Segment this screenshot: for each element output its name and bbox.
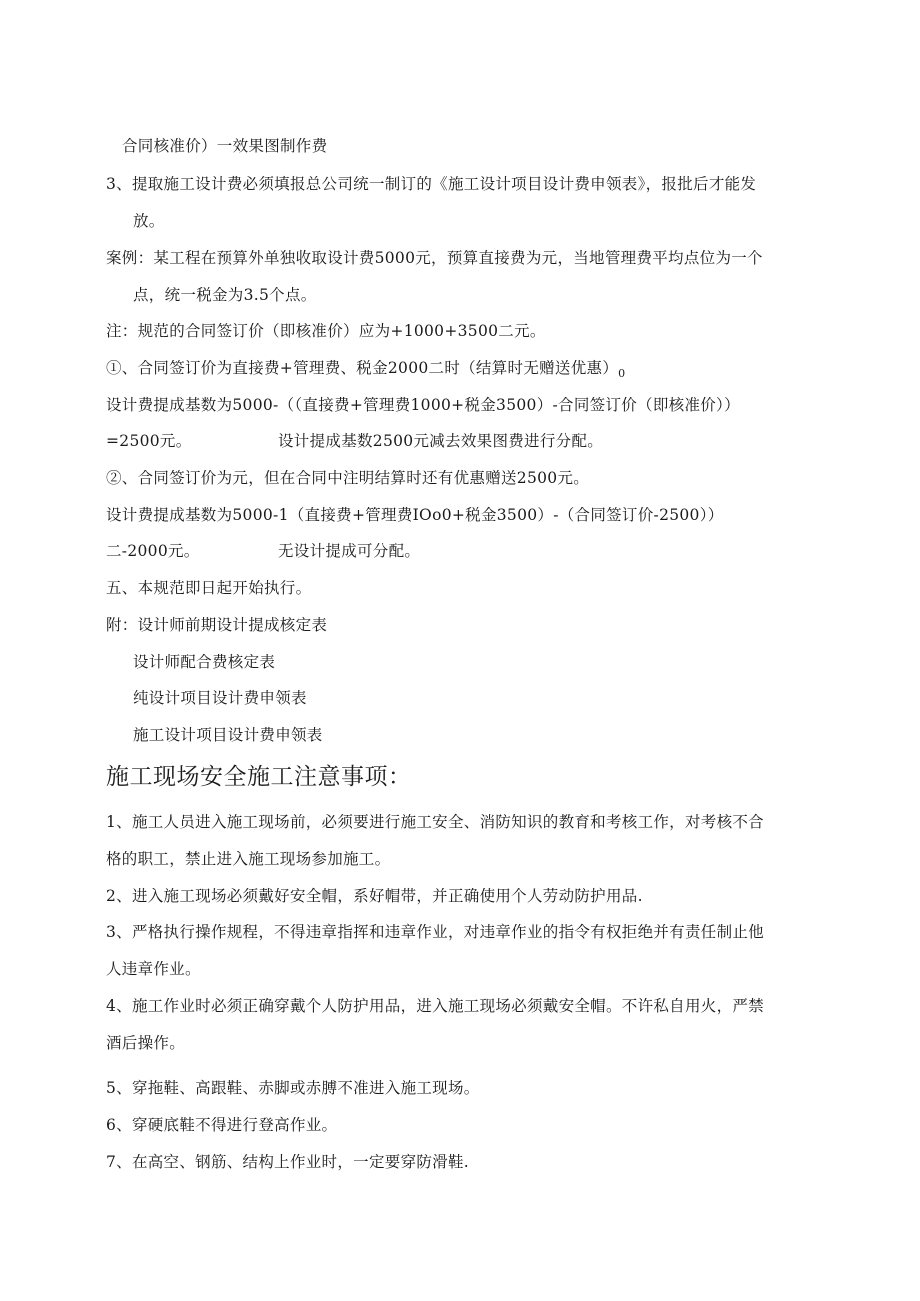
text-line: 放。	[133, 212, 165, 230]
text-line: 7、在高空、钢筋、结构上作业时，一定要穿防滑鞋.	[106, 1153, 469, 1171]
subscript-mark: 0	[618, 367, 626, 380]
text-line: =2500元。	[106, 432, 192, 450]
text-line: 人违章作业。	[106, 960, 201, 978]
text-line: 5、穿拖鞋、高跟鞋、赤脚或赤膊不准进入施工现场。	[106, 1079, 480, 1097]
text-line: 2、进入施工现场必须戴好安全帽，系好帽带，并正确使用个人劳动防护用品.	[106, 887, 643, 905]
text-line: 酒后操作。	[106, 1034, 186, 1052]
text-line: 注：规范的合同签订价（即核准价）应为+1000+3500二元。	[106, 322, 546, 340]
text-line: 案例：某工程在预算外单独收取设计费5000元，预算直接费为元，当地管理费平均点位为一个	[106, 249, 763, 267]
text-line	[106, 358, 625, 384]
text-line: 附：设计师前期设计提成核定表	[106, 616, 328, 634]
text-line: 4、施工作业时必须正确穿戴个人防护用品，进入施工现场必须戴安全帽。不许私自用火，严禁	[106, 997, 764, 1015]
text-line: 1、施工人员进入施工现场前，必须要进行施工安全、消防知识的教育和考核工作，对考核不合	[106, 813, 764, 831]
text-span: ①、合同签订价为直接费+管理费、税金2000二时（结算时无赠送优惠）	[106, 359, 619, 377]
section-heading: 施工现场安全施工注意事项：	[106, 764, 412, 790]
text-line: 设计提成基数2500元减去效果图费进行分配。	[278, 432, 604, 450]
text-line: ②、合同签订价为元，但在合同中注明结算时还有优惠赠送2500元。	[106, 469, 590, 487]
text-line: 3、提取施工设计费必须填报总公司统一制订的《施工设计项目设计费申领表》，报批后才能发	[106, 175, 757, 193]
text-line: 设计费提成基数为5000-（（直接费+管理费1000+税金3500）-合同签订价（即核准价））	[106, 396, 740, 414]
text-line: 无设计提成可分配。	[278, 542, 421, 560]
text-line: 6、穿硬底鞋不得进行登高作业。	[106, 1116, 338, 1134]
text-line: 五、本规范即日起开始执行。	[106, 579, 312, 597]
text-line: 纯设计项目设计费申领表	[133, 689, 307, 707]
text-line: 施工设计项目设计费申领表	[133, 726, 323, 744]
text-line: 格的职工，禁止进入施工现场参加施工。	[106, 850, 391, 868]
text-line: 二-2000元。	[106, 542, 200, 560]
text-line: 设计师配合费核定表	[133, 653, 276, 671]
text-line: 3、严格执行操作规程，不得违章指挥和违章作业，对违章作业的指令有权拒绝并有责任制止他	[106, 923, 764, 941]
text-line: 合同核准价）一效果图制作费	[122, 137, 328, 155]
text-line: 点，统一税金为3.5个点。	[133, 286, 317, 304]
text-line: 设计费提成基数为5000-1（直接费+管理费IOo0+税金3500）-（合同签订价-2500））	[106, 506, 724, 524]
